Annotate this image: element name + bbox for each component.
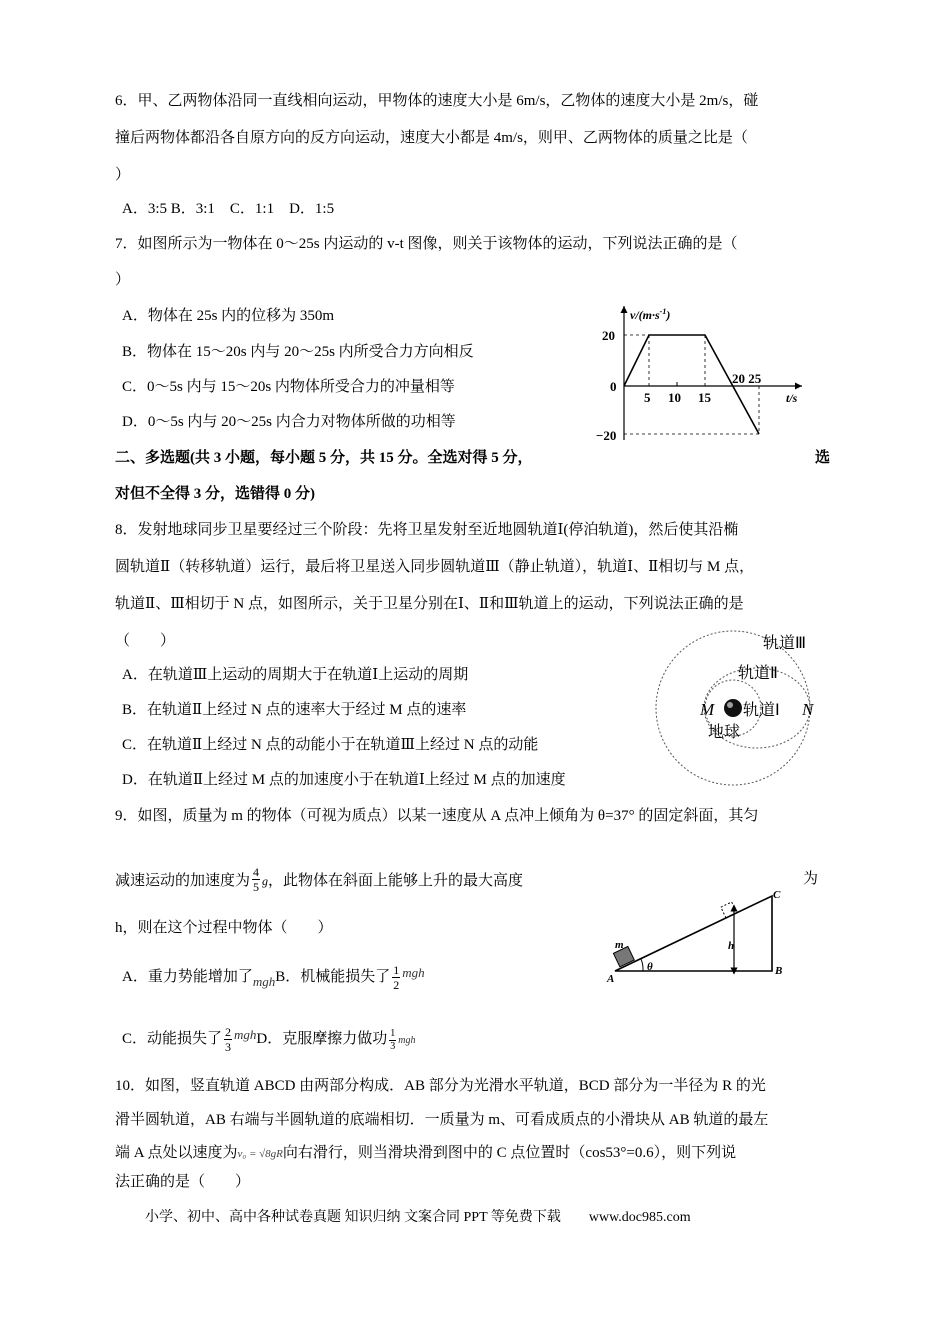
q10-line-3 — [115, 1143, 736, 1164]
mgh-b: mgh — [402, 965, 425, 980]
q6-line-3: ） — [115, 167, 131, 183]
label-b: B — [775, 965, 783, 977]
q9-option-a: A．重力势能增加了 — [122, 969, 253, 985]
q9-line-2-end: 为 — [803, 871, 819, 887]
q9-options-ab — [122, 960, 425, 995]
point-m-label: M — [700, 700, 715, 719]
q7-option-b: B．物体在 15～20s 内与 20～25s 内所受合力方向相反 — [122, 344, 474, 360]
q10-line-4: 法正确的是（ ） — [115, 1174, 251, 1190]
q8-option-b: B．在轨道Ⅱ上经过 N 点的速率大于经过 M 点的速率 — [122, 702, 467, 718]
q8-option-a: A．在轨道Ⅲ上运动的周期大于在轨道Ⅰ上运动的周期 — [122, 667, 469, 683]
q9-line-2 — [115, 866, 523, 894]
q9-options-cd — [122, 1022, 415, 1054]
q7-line-2: ） — [115, 272, 131, 288]
q8-line-2: 圆轨道Ⅱ（转移轨道）运行，最后将卫星送入同步圆轨道Ⅲ（静止轨道），轨道Ⅰ、Ⅱ相切与 M 点， — [115, 559, 755, 575]
t-axis-label: t/s — [786, 391, 798, 405]
q7-option-c: C．0～5s 内与 15～20s 内物体所受合力的冲量相等 — [122, 379, 455, 395]
q6-line-2: 撞后两物体都沿各自原方向的反方向运动，速度大小都是 4m/s，则甲、乙两物体的质量之比是（ — [115, 130, 748, 146]
orbit-2-label: 轨道Ⅱ — [738, 665, 778, 682]
two-thirds-fraction: $\frac{2}{3}$ — [225, 1025, 232, 1054]
section-2-heading-line-2: 对但不全得 3 分，选错得 0 分) — [115, 486, 315, 502]
q6-line-1: 6．甲、乙两物体沿同一直线相向运动，甲物体的速度大小是 6m/s，乙物体的速度大小是 2m/s，碰 — [115, 93, 759, 109]
q9-option-b: B．机械能损失了 — [275, 969, 391, 985]
section-2-heading-end: 选 — [815, 450, 831, 466]
t-tick-20-25: 20 25 — [732, 371, 762, 386]
q8-option-d: D．在轨道Ⅱ上经过 M 点的加速度小于在轨道Ⅰ上经过 M 点的加速度 — [122, 772, 566, 788]
q7-option-a: A．物体在 25s 内的位移为 350m — [122, 308, 335, 324]
vt-graph — [592, 298, 818, 448]
q8-option-c: C．在轨道Ⅱ上经过 N 点的动能小于在轨道Ⅲ上经过 N 点的动能 — [122, 737, 539, 753]
v-tick-0: 0 — [610, 379, 617, 394]
incline-figure — [605, 882, 795, 986]
v-tick-20: 20 — [602, 328, 615, 343]
q9-line-3: h，则在这个过程中物体（ ） — [115, 920, 333, 936]
orbit-3-label: 轨道Ⅲ — [763, 635, 807, 652]
orbit-1-label: 轨道Ⅰ — [743, 702, 780, 719]
q7-line-1: 7．如图所示为一物体在 0～25s 内运动的 v-t 图像，则关于该物体的运动，下列说法正确的是（ — [115, 236, 738, 252]
one-third-fraction: $\frac{1}{3}$ — [390, 1028, 396, 1052]
incline — [615, 896, 772, 971]
q6-options: A．3:5 B．3:1 C．1:1 D．1:5 — [122, 201, 335, 217]
label-theta: θ — [647, 961, 653, 973]
q10-line-3-text-a: 端 A 点处以速度为 — [115, 1145, 238, 1161]
label-c: C — [773, 889, 781, 901]
mgh-c: mgh — [234, 1027, 257, 1042]
q10-line-3-text-b: 向右滑行，则当滑块滑到图中的 C 点位置时（cos53°=0.6），则下列说 — [282, 1145, 737, 1161]
earth — [724, 699, 742, 717]
orbit-figure — [650, 620, 830, 798]
accel-fraction: $\frac{4}{5}$ — [253, 865, 260, 894]
point-n-label: N — [802, 700, 814, 719]
label-a: A — [607, 973, 615, 985]
mgh-d: mgh — [398, 1035, 416, 1046]
q8-line-1: 8．发射地球同步卫星要经过三个阶段：先将卫星发射至近地圆轨道Ⅰ(停泊轨道)，然后使其沿椭 — [115, 522, 739, 538]
t-tick-10: 10 — [668, 390, 681, 405]
footer: 小学、初中、高中各种试卷真题 知识归纳 文案合同 PPT 等免费下载 www.doc985.com — [145, 1210, 691, 1225]
half-fraction: $\frac{1}{2}$ — [393, 963, 400, 992]
q10-line-1: 10．如图，竖直轨道 ABCD 由两部分构成．AB 部分为光滑水平轨道，BCD 部分为一半径为 R 的光 — [115, 1078, 766, 1094]
q7-option-d: D．0～5s 内与 20～25s 内合力对物体所做的功相等 — [122, 414, 456, 430]
q10-line-2: 滑半圆轨道，AB 右端与半圆轨道的底端相切．一质量为 m、可看成质点的小滑块从 AB 轨道的最左 — [115, 1112, 769, 1128]
t-tick-15: 15 — [698, 390, 711, 405]
mgh-a: mgh — [252, 974, 276, 989]
label-m: m — [615, 939, 624, 951]
q9-option-c: C．动能损失了 — [122, 1031, 223, 1047]
t-tick-5: 5 — [644, 390, 651, 405]
label-h: h — [728, 940, 735, 952]
q9-line-1: 9．如图，质量为 m 的物体（可视为质点）以某一速度从 A 点冲上倾角为 θ=37° 的固定斜面，其匀 — [115, 808, 759, 824]
q8-line-3: 轨道Ⅱ、Ⅲ相切于 N 点，如图所示，关于卫星分别在Ⅰ、Ⅱ和Ⅲ轨道上的运动，下列说法正确的是 — [115, 596, 744, 612]
g-symbol: g — [262, 874, 269, 888]
earth-label: 地球 — [708, 724, 741, 741]
section-2-heading: 二、多选题(共 3 小题，每小题 5 分，共 15 分。全选对得 5 分， — [115, 450, 533, 466]
q9-line-2-text-b: ，此物体在斜面上能够上升的最大高度 — [268, 873, 524, 889]
v0-formula: v₀ = √8gR — [237, 1148, 283, 1160]
v-tick-neg20: −20 — [596, 428, 617, 443]
q9-option-d: D．克服摩擦力做功 — [256, 1031, 388, 1047]
v-axis-label: $v/(m\cdot s^{-1})$ — [630, 307, 671, 322]
q9-line-2-text-a: 减速运动的加速度为 — [115, 873, 251, 889]
q8-line-4: （ ） — [115, 633, 176, 649]
